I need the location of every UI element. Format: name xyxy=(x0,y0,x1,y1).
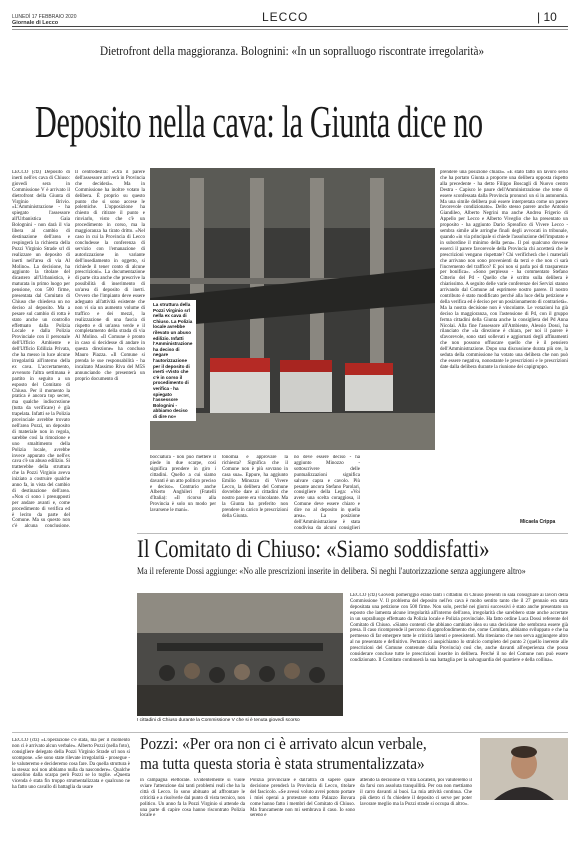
article1-column-4: tonomia e approvare la richiesta? Significa che il Comune non è più sovrano in casa sua». Eppure, ha aggiunto Emilio Minozzo di Vivere Lecco, la delibera del Comune dovrebbe dare ai cittadini che nostro parere era vincolante. Ma la Giunta ha preferito non prendere in carico le prescrizioni della Giunta. xyxy=(222,455,288,520)
portrait-illustration xyxy=(480,738,568,800)
header-rule xyxy=(12,26,568,27)
section-name: LECCO xyxy=(262,10,309,24)
article1-column-5: no deve essere deciso - ha aggiunto Minozzo - sottoscrivere delle puntualizzazioni significa salvare capra e cavolo. Più pesante ancora Stefano Parolari, consigliere della Lega: «Voi avete una scelta coraggiosa, il Comune deve essere chiaro e dire no al deposito in quella area». La posizione dell'Amministrazione è stata condivisa da alcuni consiglieri xyxy=(294,455,360,530)
divider-rule xyxy=(137,533,568,534)
article1-author: Micaela Crippa xyxy=(520,519,556,525)
issue-date: LUNEDÌ 17 FEBBRAIO 2020 xyxy=(12,14,77,20)
article2-headline: Il Comitato di Chiuso: «Siamo soddisfatti» xyxy=(137,536,490,563)
committee-photo-illustration xyxy=(137,593,343,716)
masthead-meta xyxy=(12,14,76,26)
divider-rule-bottom xyxy=(12,732,568,733)
quarry-photo-caption: La struttura della Pozzi Virginio srl nella ex cava di Chiuso. La Polizia locale avrebbe rilevato un abuso edilizio. Infatti l'Amministrazione ha deciso di negare l'autorizzazione per il deposito di inerti «Visto che c'è in corso il procedimento di verifica - ha spiegato l'assessore Bolognini - abbiamo deciso di dire no» xyxy=(150,300,196,421)
article2-body: LECCO (ctz) Giovedì pomeriggio erano tanti i cittadini di Chiuso presenti in sala consigliare ai lavori della Commissione V. Il problema del deposito nell'ex cava è molto sentito tanto che il 27 gennaio era stata depositata una petizione con 500 firme. Non solo, perché nei giorni successivi è stato anche presentato un esposto che lamenta alcune irregolarità all'interno dell'area, irregolarità che sarebbero state anche accertate in un sopralluogo effettuato da Polizia locale e Polizia provinciale. Ha fatto ordine Luca Dossi referente del Comitato di Chiuso. «Siamo contenti che abbiano cambiato idea su una decisione che sembrava essere già presa. Il caso ricomprende il percorso di approfondimento che, come Comitato, abbiamo sviluppato e che ha permesso di far emergere tutte le criticità latenti e preesistenti. Ma riteniamo che non serva aggiungere altro al no presentato e definitivo. Pertanto ci auspichiamo lo stralcio completo del punto 2 (quello inerente alle prescrizioni del Comune contenute dalla Provincia) così che, anche davanti all'esperienza che possa considerare concluse tutte le prescrizioni inserite in delibera. Perché il no del Comune non può essere condizionato. Il Comitato continuerà la sua battaglia per la salvaguardia del quartiere e della collina». xyxy=(350,593,568,663)
article1-column-2: Il centrodestra: «Ora il parere dell'assessore arriverà in Provincia che deciderà». Ma in Commissione ha inoltre votato la delibera. È proprio su questo punto che si sono accese le polemiche. L'opposizione ha chiesto di ritirare il punto e rinviarlo, visto che c'è un procedimento in corso, ma la maggioranza ha tirato dritto. «Nel caso in cui la Provincia di Lecco concludesse la conferenza di servizio con l'emanazione di autorizzazione in variante dell'insediamento in oggetto, si richiede il tener conto di alcune prescrizioni». La documentazione di parte cita anche che prescrive la possibilità di inserimento di un'area di deposito di inerti. Ovvero che l'impianto deve essere adeguato all'attività esistente che non vi sia un aumento volume di traffico e dei mezzi, la realizzazione di una fascia di rispetto e di un'area verde e il completamento della strada di via Al Molino. «Il Comune è pronto in caso si decidesse di andare in questa direzione» ha concluso Mauro Piazza. «Il Comune si prenda le sue responsabilità - ha incalzato Massimo Riva del M5S annunciando che presenterà un proprio documento di xyxy=(75,170,145,382)
article3-headline-line2: ma tutta questa storia è stata strumentalizzata» xyxy=(140,754,425,773)
paper-name: Giornale di Lecco xyxy=(12,20,59,26)
article2-dek: Ma il referente Dossi aggiunge: «No alle prescrizioni inserite in delibera. Si neghi l'autorizzazione senza aggiungere altro» xyxy=(137,566,526,576)
committee-photo-caption: I cittadini di Chiuso durante la Commissione V che si è tenuta giovedì scorso xyxy=(137,718,300,723)
article1-column-3: bocciatura - non può mettere il piede in due scarpe, così significa prendere in giro i cittadini. Quello a cui siamo davanti è un atto politico preciso e deciso». Contrario anche Alberto Anghileri (Fratelli d'Italia): «Il ricorso alla Provincia è solo un modo per lavarsene le mani». xyxy=(150,455,216,514)
page-number: | 10 xyxy=(537,10,557,24)
portrait-photo xyxy=(480,738,568,800)
article3-column-left: LECCO (ctz) «L'operazione c'è stata, ma per il momento non ci è arrivato alcun verbale». Alberto Pozzi (nella foto), consigliere delegato della Pozzi Virginio Strade srl non si scompone. «Se sono state rilevate irregolarità - prosegue - le valuteremo e decideremo cosa fare. Da quella struttura è la stessa: noi non abbiamo nulla da nascondere». Qualche sassolino dalla scarpa però Pozzi se lo toglie. «Questa vicenda è stata fin troppo strumentalizzata e qualcuno ne ha fatto uno cavallo di battaglia da usare xyxy=(12,738,130,791)
article3-column-3: Polizia provinciale e dall'altra di sapere quale decisione prenderà la Provincia di Lecco, titolare del fascicolo. «Se avessi voluto avrei potuto portare i miei operai a protestare sotto Palazzo Bovara come hanno fatto i membri del Comitato di Chiuso. Ma francamente non mi sembrava il caso. Io sono sereno e xyxy=(250,778,355,819)
article1-column-1: LECCO (ctz) Deposito di inerti nell'ex cava di Chiuso: giovedì sera in Commissione V è arrivato il dietrofront della Giunta di Virginio Brivio. «L'Amministrazione - ha spiegato l'assessore all'Urbanistica Gaia Bolognini - non darà il via libera al cambio di destinazione dell'area e respingerà la richiesta della Pozzi Virginio Strade srl di realizzare un deposito di inerti nell'area di via Al Molino». La decisione, ha aggiunto la titolare del dicastero all'Urbanistica, è maturata in primo luogo per pensione, con 500 firme, presentata dal Comitato di Chiuso che chiedeva un no deciso al deposito. Ma a pesare sul cambio di rotta è stato anche un controllo effettuato dalla Polizia Locale e dalla Polizia Provinciale con il personale dell'Ufficio Ambiente e dell'Ufficio Edilizia Privata, che ha messo in luce alcune irregolarità all'interno della ex cava. L'accertamento, avvenuto l'altra settimana è partito in seguito a un esposto del Comitato di Chiuso. Per il momento la pratica è ancora top secret, ma qualche indiscrezione (tutta da verificare) è già trapelata. Infatti se la Polizia provinciale avrebbe trovato nell'area Pozzi, un deposito di materiale non in regola, sarebbe così la rimozione e uno smaltimento della Polizia locale, avrebbe invece appurato che nell'ex cava c'è un abuso edilizio. Si tratterebbe della struttura che la Pozzi Virginio aveva iniziato a costruire qualche anno fa, in vista del cambio di destinazione dell'area. «Non ci sono i presupposti per andare avanti e, come procedimento di verifica ed è lecito da parte del Comune. Ma su questo non c'è alcuna conclusione. xyxy=(12,170,70,530)
article3-headline-line1: Pozzi: «Per ora non ci è arrivato alcun verbale, xyxy=(140,734,427,753)
article1-column-6: prendere una posizione chiara». «È stato fatto un lavoro serio che ha portato Giunta a proporre una delibera opposta rispetto alla precedente - ha detto Filippo Boscagli di Nuovo centro Destra - Capisco le paure dell'Amministrazione che teme di essere sconfessata dalla Provincia pronunci un sì in autonomia. Ma una simile delibera può essere interpretata come un parere favorevole condizionato». Dello stesso parere anche Antonio Giandileo, Alberto Negrini ma anche Andrea Frigerio di Appello per Lecco e Alberto Viveglio che ha presentato un proposito - ha aggiunto Dario Spreafico di Vivere Lecco - sembra simile alle arringhe finali degli avvocati in tribunale, quando «in via principale si chiede l'assoluzione dell'imputato e in subordine il minimo della pena». Il poi qualcuno dovesse esserci il parere favorevole della Provincia chi accetterà che le prescrizioni vengano rispettate? Chi verificherà che i materiali che arrivano non sono provenienti da terzi e che non ci sarà l'incremento del traffico? E poi non si parla poi di trasparenze per bonifica». «Sono perplesso - ha commentato Stefano Citterio del Pd - Quello che è scritto sulla delibera è chiarissimo. A seguito delle varie conferenze dei Servizi stanno arrivando dal Comune ad esprimere nostro parere. Il nostro contributo è stato modificato perché alla luce della petizione e della verifica ed è deciso per un posizionamento di contrarietà». Ma la nostra decisione non è vincolante. Le votazioni ha già deciso la maggioranza, con l'astensione di Pd, con il gruppo ferma cittadini della Giunta anche la consigliera del Pd Anna Nicolai. Alla fine l'assessore all'Ambiente, Alessio Dossi, ha rilanciato che «la direzione è chiara, per noi il parere è sfavorevole, sono stati sollevati e aggiornati degli affinamenti che non possono offuscare quello che è il pensiero dell'Amministrazione. Dopo una discussione durata più ore, la seduta della commissione ha votato una delibera che non può che essere negativa, nonostante le prescrizioni e le prescrizioni date dalla delibera durante la riunione dei capigruppo. xyxy=(440,170,568,370)
header-rule-thin xyxy=(12,29,568,30)
committee-photo xyxy=(137,593,343,716)
article1-headline: Deposito nella cava: la Giunta dice no xyxy=(35,97,483,147)
article1-kicker: Dietrofront della maggioranza. Bolognini: «In un sopralluogo riscontrate irregolarità» xyxy=(100,43,485,58)
article3-column-4: attendo la decisione di Villa Locatelli, poi valuteremo il da farsi con assoluta tranquillità. Per ora non mettiamo il carro davanti ai buoi. La mia attività continua. Che più dietro ci fu chiedere il deposito ci serve per poter lavorare meglio ma la Pozzi strade si occupa di altro». xyxy=(360,778,472,807)
article3-column-2: in campagna elettorale. Evidentemente si vuole sviare l'attenzione dai tanti problemi reali che ha la città di Lecco. Io sono abituato ad affrontare le criticità e a risolverle dal punto di vista tecnico, non politico. Un anno fa la Pozzi Virginio si attende da una parte di capire cosa hanno riscontrato Polizia locale e xyxy=(140,778,245,819)
